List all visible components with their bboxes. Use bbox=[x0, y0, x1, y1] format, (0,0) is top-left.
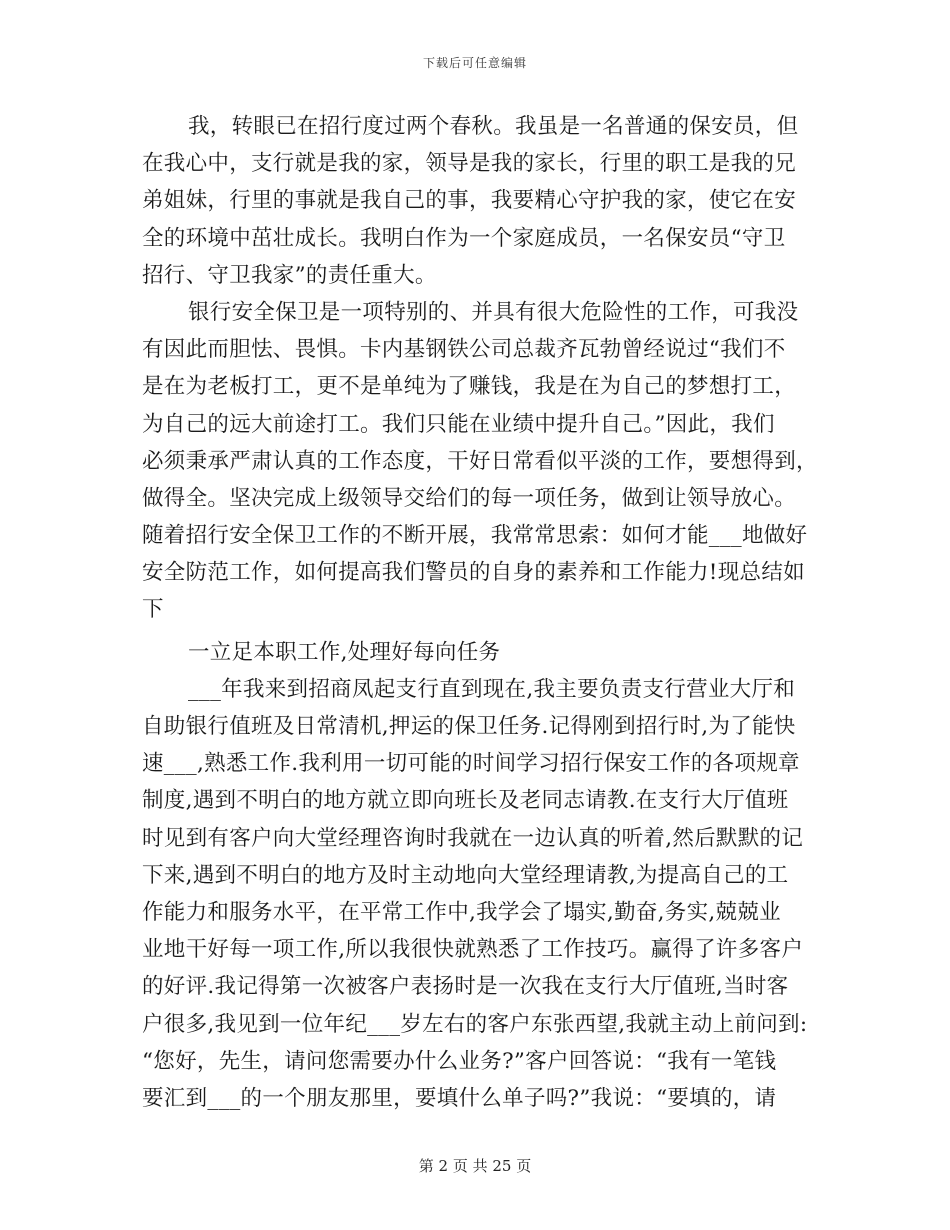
paragraph-line: 下来,遇到不明白的地方及时主动地向大堂经理请教,为提高自己的工 bbox=[142, 862, 789, 888]
paragraph-line: 招行、守卫我家”的责任重大。 bbox=[142, 262, 437, 288]
paragraph-line: 速___,熟悉工作.我利用一切可能的时间学习招行保安工作的各项规章 bbox=[142, 751, 800, 777]
paragraph-line: 全的环境中茁壮成长。我明白作为一个家庭成员，一名保安员“守卫 bbox=[142, 225, 786, 251]
paragraph-line: 弟姐妹，行里的事就是我自己的事，我要精心守护我的家，使它在安 bbox=[142, 188, 797, 214]
paragraph-line: 自助银行值班及日常清机,押运的保卫任务.记得刚到招行时,为了能快 bbox=[142, 714, 796, 739]
paragraph-line: 下 bbox=[142, 597, 164, 623]
paragraph-line: ___年我来到招商凤起支行直到现在,我主要负责支行营业大厅和 bbox=[188, 676, 796, 702]
paragraph-line: 为自己的远大前途打工。我们只能在业绩中提升自己。”因此，我们 bbox=[142, 411, 775, 437]
paragraph-line: 是在为老板打工，更不是单纯为了赚钱，我是在为自己的梦想打工， bbox=[142, 374, 797, 400]
section-heading: 一立足本职工作,处理好每向任务 bbox=[188, 639, 501, 665]
paragraph-line: 时见到有客户向大堂经理咨询时我就在一边认真的听着,然后默默的记 bbox=[142, 825, 804, 851]
document-body bbox=[142, 108, 842, 1117]
paragraph-line: 在我心中，支行就是我的家，领导是我的家长，行里的职工是我的兄 bbox=[142, 151, 797, 177]
paragraph-line: 业地干好每一项工作,所以我很快就熟悉了工作技巧。赢得了许多客户 bbox=[142, 937, 804, 963]
paragraph-line: “您好，先生，请问您需要办什么业务?”客户回答说：“我有一笔钱 bbox=[142, 1048, 777, 1074]
paragraph-line: 制度,遇到不明白的地方就立即向班长及老同志请教.在支行大厅值班 bbox=[142, 788, 789, 814]
paragraph-line: 安全防范工作，如何提高我们警员的自身的素养和工作能力!现总结如 bbox=[142, 560, 805, 586]
paragraph-line: 银行安全保卫是一项特别的、并具有很大危险性的工作，可我没 bbox=[188, 299, 799, 325]
paragraph-line: 有因此而胆怯、畏惧。卡内基钢铁公司总裁齐瓦勃曾经说过“我们不 bbox=[142, 337, 786, 363]
paragraph-line: 作能力和服务水平，在平常工作中,我学会了塌实,勤奋,务实,兢兢业 bbox=[142, 899, 781, 925]
paragraph-line: 要汇到___的一个朋友那里，要填什么单子吗?”我说：“要填的，请 bbox=[142, 1085, 777, 1111]
page-number-footer: 第 2 页 共 25 页 bbox=[418, 1157, 532, 1175]
paragraph-line: 户很多,我见到一位年纪___岁左右的客户东张西望,我就主动上前问到: bbox=[142, 1011, 808, 1037]
page-header: 下载后可任意编辑 bbox=[422, 56, 527, 70]
paragraph-line: 随着招行安全保卫工作的不断开展，我常常思索：如何才能___地做好 bbox=[142, 523, 808, 549]
paragraph-line: 做得全。坚决完成上级领导交给们的每一项任务，做到让领导放心。 bbox=[142, 485, 797, 511]
paragraph-line: 必须秉承严肃认真的工作态度，干好日常看似平淡的工作，要想得到， bbox=[142, 448, 818, 474]
paragraph-line: 我，转眼已在招行度过两个春秋。我虽是一名普通的保安员，但 bbox=[188, 114, 799, 139]
paragraph-line: 的好评.我记得第一次被客户表扬时是一次我在支行大厅值班,当时客 bbox=[142, 974, 789, 1000]
